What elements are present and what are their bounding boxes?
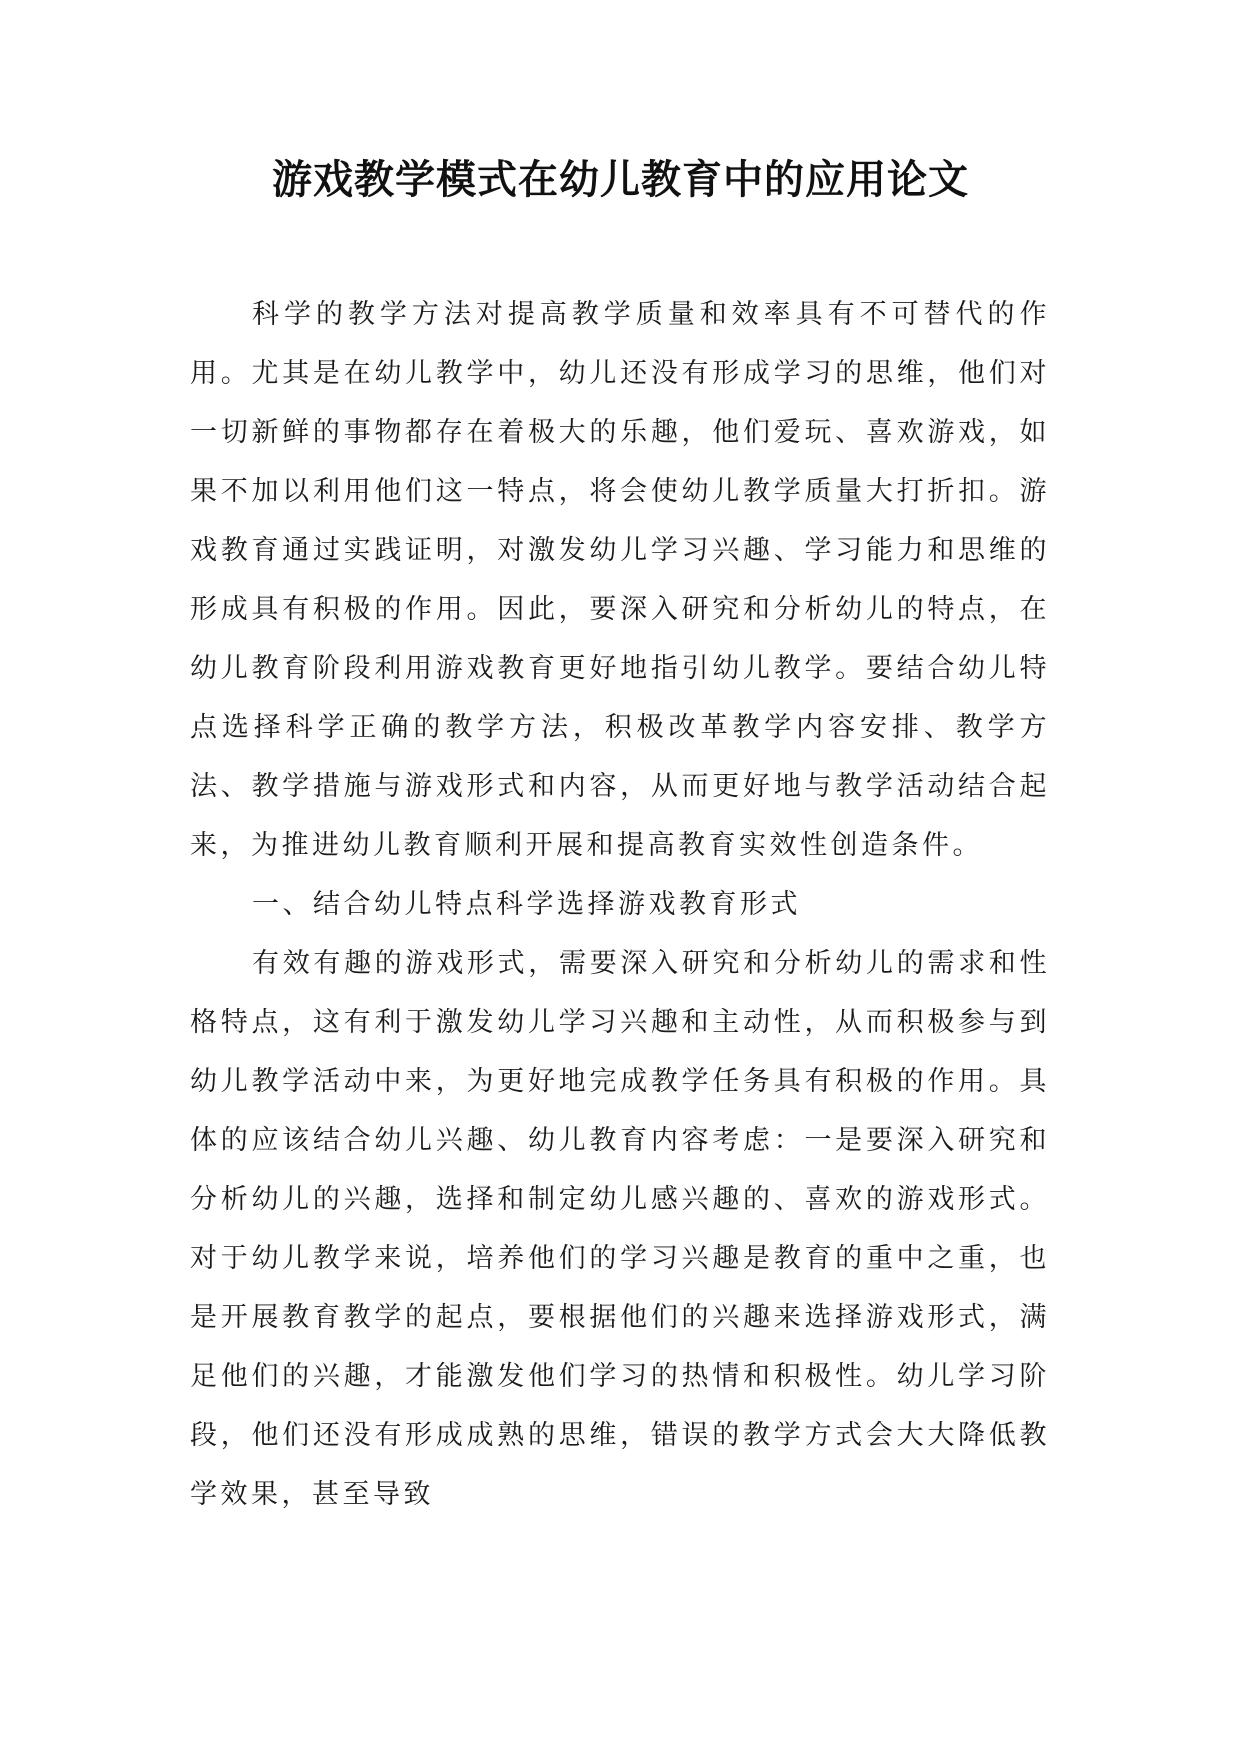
section-paragraph: 有效有趣的游戏形式，需要深入研究和分析幼儿的需求和性格特点，这有利于激发幼儿学习兴趣和主动性，从而积极参与到幼儿教学活动中来，为更好地完成教学任务具有积极的作用。具体的应该结合幼儿兴趣、幼儿教育内容考虑：一是要深入研究和分析幼儿的兴趣，选择和制定幼儿感兴趣的、喜欢的游戏形式。对于幼儿教学来说，培养他们的学习兴趣是教育的重中之重，也是开展教育教学的起点，要根据他们的兴趣来选择游戏形式，满足他们的兴趣，才能激发他们学习的热情和积极性。幼儿学习阶段，他们还没有形成成熟的思维，错误的教学方式会大大降低教学效果，甚至导致 — [190, 948, 1050, 1510]
document-body — [190, 285, 1050, 1524]
intro-paragraph: 科学的教学方法对提高教学质量和效率具有不可替代的作用。尤其是在幼儿教学中，幼儿还没有形成学习的思维，他们对一切新鲜的事物都存在着极大的乐趣，他们爱玩、喜欢游戏，如果不加以利用他们这一特点，将会使幼儿教学质量大打折扣。游戏教育通过实践证明，对激发幼儿学习兴趣、学习能力和思维的形成具有积极的作用。因此，要深入研究和分析幼儿的特点，在幼儿教育阶段利用游戏教育更好地指引幼儿教学。要结合幼儿特点选择科学正确的教学方法，积极改革教学内容安排、教学方法、教学措施与游戏形式和内容，从而更好地与教学活动结合起来，为推进幼儿教育顺利开展和提高教育实效性创造条件。 — [190, 299, 1050, 861]
section-heading: 一、结合幼儿特点科学选择游戏教育形式 — [252, 889, 801, 920]
document-title: 游戏教学模式在幼儿教育中的应用论文 — [272, 156, 969, 203]
